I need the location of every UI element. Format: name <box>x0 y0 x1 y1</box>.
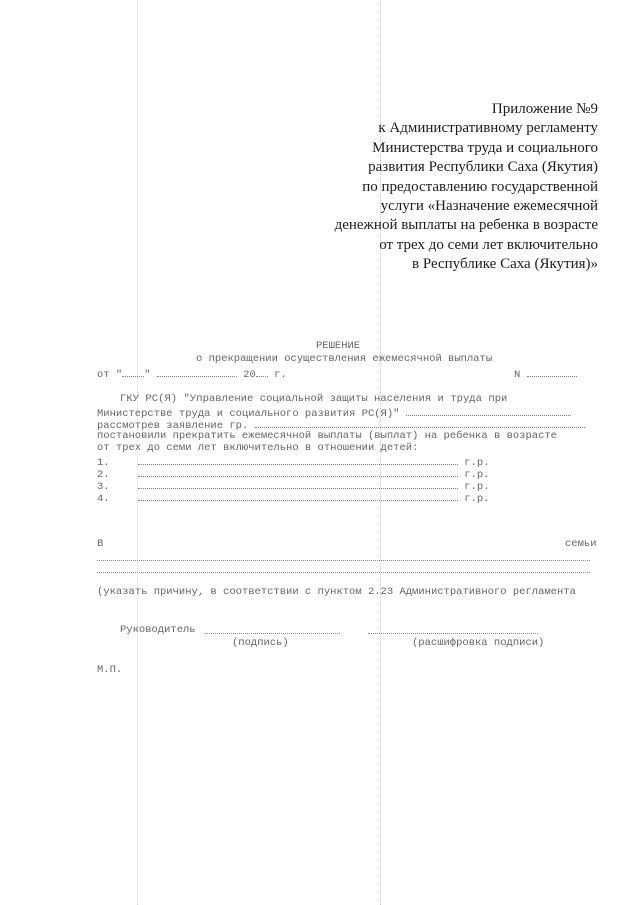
number-line <box>514 366 577 381</box>
form-title: РЕШЕНИЕ <box>316 340 361 352</box>
reason-field <box>97 560 590 561</box>
number-field <box>527 366 577 377</box>
para1-line1: ГКУ РС(Я) "Управление социальной защиты населения и труда при <box>120 393 508 405</box>
date-year-suffix: г. <box>274 369 287 381</box>
para2-line2: от трех до семи лет включительно в отношении детей: <box>97 442 419 454</box>
child-birth-year-label: г.р. <box>464 457 490 469</box>
child-birth-year-label: г.р. <box>464 493 490 505</box>
date-year-field <box>256 366 268 377</box>
appendix-line: денежной выплаты на ребенка в возрасте <box>334 217 598 234</box>
date-quote: " <box>144 369 151 381</box>
date-line <box>97 366 287 381</box>
appendix-line: развития Республики Саха (Якутия) <box>368 159 598 176</box>
reason-field <box>97 572 590 573</box>
number-prefix: N <box>514 369 521 381</box>
appendix-line: Приложение №9 <box>491 101 598 117</box>
para1-field <box>406 405 571 416</box>
child-field <box>138 490 458 501</box>
appendix-line: от трех до семи лет включительно <box>379 236 598 253</box>
head-label: Руководитель <box>120 624 196 636</box>
child-field <box>138 454 458 465</box>
signature-field <box>205 633 340 634</box>
appendix-line: в Республике Саха (Якутия)» <box>411 256 598 273</box>
child-field <box>138 466 458 477</box>
child-birth-year-label: г.р. <box>464 481 490 493</box>
seal-label: М.П. <box>97 664 123 676</box>
family-prefix: В <box>97 538 104 550</box>
appendix-header <box>335 100 598 275</box>
applicant-field <box>255 417 585 428</box>
child-number: 3. <box>97 481 110 493</box>
child-field <box>138 478 458 489</box>
child-birth-year-label: г.р. <box>464 469 490 481</box>
appendix-line: к Административному регламенту <box>378 120 598 137</box>
appendix-line: Министерства труда и социального <box>372 139 598 156</box>
signature-hint: (подпись) <box>232 637 289 649</box>
reason-hint: (указать причину, в соответствии с пунктом 2.23 Административного регламента <box>97 586 576 598</box>
signature-decoding-field <box>368 633 538 634</box>
form-subtitle: о прекращении осуществления ежемесячной выплаты <box>196 353 493 365</box>
family-suffix: семьи <box>565 538 597 550</box>
child-row <box>97 490 489 505</box>
child-number: 2. <box>97 469 110 481</box>
appendix-line: по предоставлению государственной <box>362 178 598 195</box>
date-month-field <box>157 366 237 377</box>
date-prefix: от " <box>97 369 123 381</box>
decoding-hint: (расшифровка подписи) <box>412 637 545 649</box>
child-number: 1. <box>97 457 110 469</box>
appendix-line: услуги «Назначение ежемесячной <box>380 198 598 215</box>
date-day-field <box>122 366 144 377</box>
para2-line1: постановили прекратить ежемесячной выплаты (выплат) на ребенка в возрасте <box>97 430 557 442</box>
para1-line2-text: Министерстве труда и социального развития РС(Я)" <box>97 408 400 420</box>
child-number: 4. <box>97 493 110 505</box>
date-year: 20 <box>243 369 256 381</box>
applicant-label: рассмотрев заявление гр. <box>97 420 249 432</box>
